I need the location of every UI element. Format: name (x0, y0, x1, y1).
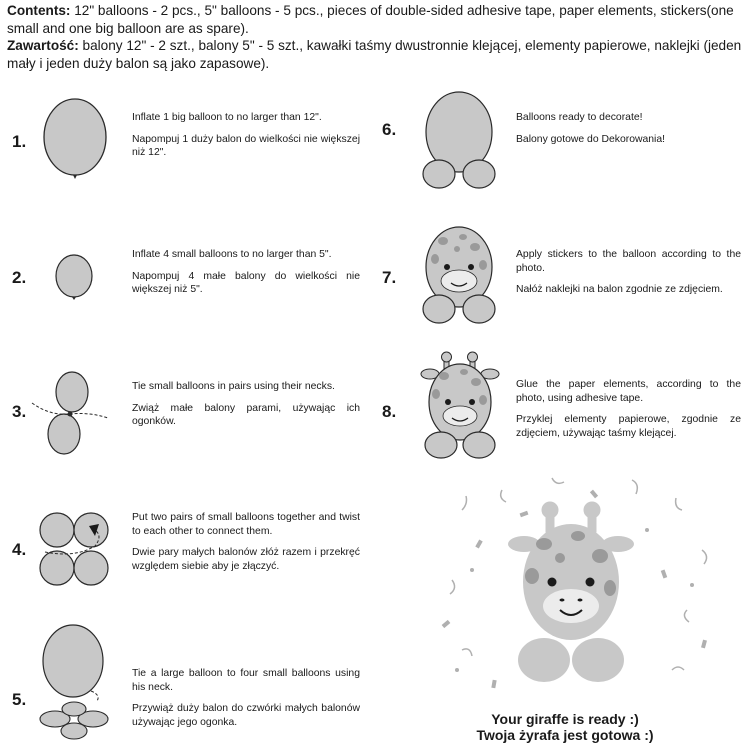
step-1-number: 1. (12, 132, 27, 151)
step-2-number: 2. (12, 268, 27, 287)
step-3-en: Tie small balloons in pairs using their necks. (132, 381, 335, 392)
giraffe-nostril-left (560, 599, 565, 602)
step-7-illustration (413, 225, 503, 327)
step-6-pl: Balony gotowe do Dekorowania! (516, 133, 666, 145)
step-7-text (516, 248, 741, 305)
small-balloon-bottom (48, 414, 80, 454)
step-7-en: Apply stickers to the balloon according to the photo. (516, 249, 741, 274)
step-1-en: Inflate 1 big balloon to no larger than 12". (132, 112, 322, 123)
giraffe-muzzle (543, 589, 599, 623)
small-balloon-right (463, 432, 495, 458)
step-6-text (516, 111, 741, 154)
step-5-pl: Przywiąż duży balon do czwórki małych balonów używając jego ogonka. (132, 703, 360, 728)
step-4-illustration (35, 508, 115, 590)
contents-en-label: Contents: (7, 3, 71, 18)
step-4-number: 4. (12, 540, 27, 559)
small-balloon-bl (40, 551, 74, 585)
final-caption-en: Your giraffe is ready :) (491, 711, 639, 727)
small-balloon-br (74, 551, 108, 585)
contents-pl-text: balony 12" - 2 szt., balony 5" - 5 szt., kawałki taśmy dwustronnie klejącej, elementy papierowe, naklejki (jeden mały i jeden duży balon są jako zapasowe). (7, 38, 742, 71)
giraffe-eye-right (468, 264, 474, 270)
small-balloon-top (56, 372, 88, 412)
step-4-pl: Dwie pary małych balonów złóż razem i przekręć względem siebie aby je złączyć. (132, 547, 360, 572)
step-8-en: Glue the paper elements, according to the photo, using adhesive tape. (516, 379, 741, 404)
contents-pl (7, 37, 747, 72)
step-6-en: Balloons ready to decorate! (516, 112, 643, 123)
small-balloon-right (463, 160, 495, 188)
step-2-en: Inflate 4 small balloons to no larger than 5". (132, 249, 332, 260)
balloon-knot (73, 175, 77, 179)
final-caption-pl: Twoja żyrafa jest gotowa :) (476, 727, 654, 743)
small-balloon-left (423, 160, 455, 188)
contents-en-text: 12" balloons - 2 pcs., 5" balloons - 5 pcs., pieces of double-sided adhesive tape, paper elements, stickers(one small and one big balloon are as spare). (7, 3, 734, 36)
step-8-text (516, 378, 741, 448)
step-5-text (132, 667, 360, 737)
step-2-text (132, 248, 360, 305)
small-balloon-back (62, 702, 86, 716)
step-3-illustration (28, 368, 118, 458)
step-4-text (132, 511, 360, 581)
small-balloon-left (518, 638, 570, 682)
small-balloon-left (423, 295, 455, 323)
big-balloon (43, 625, 103, 697)
step-3-text (132, 380, 360, 437)
step-8-pl: Przyklej elementy papierowe, zgodnie ze zdjęciem, używając taśmy klejącej. (516, 414, 741, 439)
giraffe-eye-left (444, 264, 450, 270)
tie-knot (68, 412, 73, 417)
big-balloon (44, 99, 106, 175)
step-5-en: Tie a large balloon to four small balloons using his neck. (132, 668, 360, 693)
step-7-pl: Nałóż naklejki na balon zgodnie ze zdjęciem. (516, 284, 723, 295)
giraffe-muzzle (443, 406, 477, 426)
step-5-number: 5. (12, 690, 27, 709)
contents-pl-label: Zawartość: (7, 38, 79, 53)
step-7-number: 7. (382, 268, 397, 287)
small-balloon-front (61, 723, 87, 739)
contents-block (7, 2, 747, 72)
step-6-number: 6. (382, 120, 397, 139)
tie-line (91, 691, 98, 701)
step-1-illustration (30, 95, 130, 190)
final-giraffe-illustration (432, 470, 732, 710)
step-5-illustration (35, 623, 125, 747)
step-8-number: 8. (382, 402, 397, 421)
step-1-pl: Napompuj 1 duży balon do wielkości nie większej niż 12". (132, 133, 360, 158)
contents-en (7, 2, 747, 37)
giraffe-eye-left (548, 578, 557, 587)
small-balloon-left (425, 432, 457, 458)
giraffe-nostril-right (578, 599, 583, 602)
step-3-pl: Zwiąż małe balony parami, używając ich ogonków. (132, 402, 360, 427)
giraffe-eye-right (586, 578, 595, 587)
giraffe-eye-right (469, 399, 475, 405)
small-balloon-right (572, 638, 624, 682)
giraffe-muzzle (441, 270, 477, 292)
small-balloon-tr (74, 513, 108, 547)
small-balloon (56, 255, 92, 297)
step-8-illustration (410, 352, 510, 462)
step-4-en: Put two pairs of small balloons together and twist to each other to connect them. (132, 512, 360, 537)
giraffe-eye-left (445, 399, 451, 405)
step-3-number: 3. (12, 402, 27, 421)
balloon-knot (72, 297, 76, 300)
step-2-illustration (50, 250, 100, 305)
step-2-pl: Napompuj 4 małe balony do wielkości nie większej niż 5". (132, 270, 360, 295)
small-balloon-right (463, 295, 495, 323)
final-caption (420, 711, 710, 743)
step-6-illustration (413, 90, 503, 192)
small-balloon-tl (40, 513, 74, 547)
step-1-text (132, 111, 360, 168)
